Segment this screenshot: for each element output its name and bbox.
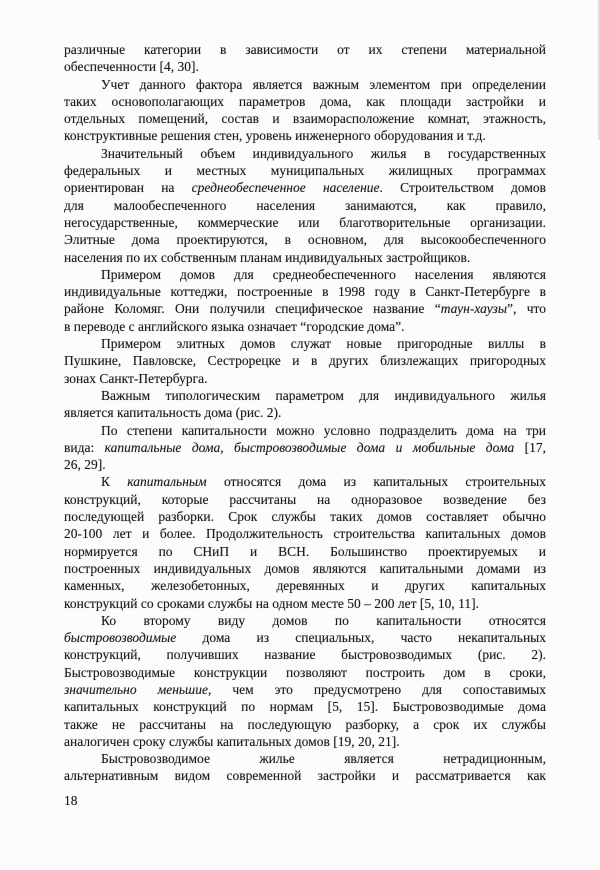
emphasized-text-run: быстровозводимые [64,630,177,646]
emphasized-text-run: капитальным [127,474,207,490]
text-line [64,266,546,283]
text-line [64,41,546,58]
text-run: Быстровозводимые конструкции позволяют построить дом в сроки, [64,664,546,680]
text-run: различные категории в зависимости от их степени материальной [64,42,546,57]
text-run: населения по их собственным планам индивидуальных застройщиков. [64,249,471,265]
text-run: индивидуальные коттеджи, построенные в 1998 году в Санкт-Петербурге в [64,284,546,300]
text-run: конструкций, которые рассчитаны на одноразовое возведение без [64,491,546,507]
text-run: таких основополагающих параметров дома, как площади застройки и [64,93,546,109]
paragraph [64,387,546,422]
emphasized-text-run: значительно меньшие [64,681,208,697]
text-run: в переводе с английского языка означает “городские дома”. [64,318,405,334]
text-run: отдельных помещений, состав и взаиморасположение комнат, этажность, [64,111,546,127]
text-line [64,404,546,421]
text-run: вида: [64,439,105,455]
text-line [64,93,546,110]
text-run: последующей разборки. Срок службы таких домов составляет обычно [64,509,546,525]
text-line [64,335,546,352]
text-run: , чем это предусмотрено для сопоставимых [207,681,546,697]
text-line [64,577,546,594]
text-line [64,767,546,784]
text-run: капитальных конструкций по нормам [5, 15]. Быстровозводимые дома [64,699,546,715]
paragraph [64,612,546,750]
text-run: Значительный объем индивидуального жилья в государственных [101,145,546,161]
text-run: обеспеченности [4, 30]. [64,59,199,75]
text-run: . Строительством домов [379,180,546,196]
text-run: конструкций, получивших название быстровозводимых (рис. 2). [64,647,546,663]
paragraph [64,750,546,785]
text-line [64,58,546,75]
text-line [64,214,546,231]
text-line [64,629,546,646]
text-line [64,439,546,456]
text-line [64,750,546,767]
text-line [64,179,546,196]
text-run: Важным типологическим параметром для индивидуального жилья [101,387,546,403]
text-run: 26, 29]. [64,457,106,473]
text-run: федеральных и местных муниципальных жилищных программах [64,163,546,179]
text-run: Примером домов для среднеобеспеченного населения являются [101,266,546,282]
text-run: Быстровозводимое жилье является нетрадиционным, [101,751,546,767]
text-run: зонах Санкт-Петербурга. [64,370,208,386]
paragraph [64,41,546,76]
text-run: негосударственные, коммерческие или благотворительные организации. [64,214,546,230]
text-run: 20-100 лет и более. Продолжительность строительства капитальных домов [64,526,546,542]
text-run: является капитальность дома (рис. 2). [64,405,282,421]
text-line [64,370,546,387]
text-line [64,681,546,698]
emphasized-text-run: таун-хаузы [440,301,507,317]
text-line [64,491,546,508]
paragraph [64,473,546,611]
text-run: районе Коломяг. Они получили специфическое название “ [64,301,441,317]
text-run: дома из специальных, часто некапитальных [176,630,546,646]
text-line [64,595,546,612]
text-line [64,698,546,715]
paragraph [64,76,546,145]
paragraph [64,266,546,335]
text-line [64,145,546,162]
text-line [64,543,546,560]
text-line [64,387,546,404]
page-number: 18 [64,793,78,808]
text-run: Примером элитных домов служат новые пригородные виллы в [101,336,546,352]
text-run: построенных индивидуальных домов являются капитальными домами из [64,560,546,576]
text-run: конструкций со сроками службы на одном месте 50 – 200 лет [5, 10, 11]. [64,595,480,611]
text-line [64,646,546,663]
text-line [64,283,546,300]
text-line [64,110,546,127]
text-line [64,300,546,317]
paragraph [64,335,546,387]
text-line [64,508,546,525]
emphasized-text-run: капитальные дома, быстровозводимые дома и мобильные дома [104,439,515,455]
text-line [64,422,546,439]
text-line [64,162,546,179]
text-run: По степени капитальности можно условно подразделить дома на три [101,422,546,438]
text-run: конструктивные решения стен, уровень инженерного оборудования и т.д. [64,128,486,144]
text-run: каменных, железобетонных, деревянных и других капитальных [64,578,546,594]
emphasized-text-run: среднеобеспеченное население [191,180,380,196]
text-line [64,664,546,681]
text-run: Учет данного фактора является важным элементом при определении [101,76,546,92]
text-run: Ко второму виду домов по капитальности относятся [101,612,546,628]
text-line [64,456,546,473]
page-body-text [64,41,546,785]
text-run: ”, что [506,301,546,317]
text-line [64,231,546,248]
text-line [64,733,546,750]
text-run: относятся дома из капитальных строительных [206,474,546,490]
text-run: [17, [514,439,546,455]
paragraph [64,145,546,266]
text-line [64,473,546,490]
text-run: аналогичен сроку службы капитальных домов [19, 20, 21]. [64,733,400,749]
text-run: К [101,474,128,490]
text-run: альтернативным видом современной застройки и рассматривается как [64,768,546,784]
text-run: для малообеспеченного населения занимаются, как правило, [64,197,546,213]
text-run: Элитные дома проектируются, в основном, для высокообеспеченного [64,232,546,248]
text-run: ориентирован на [64,180,192,196]
text-run: также не рассчитаны на последующую разборку, а срок их службы [64,716,546,732]
text-line [64,525,546,542]
text-run: нормируется по СНиП и ВСН. Большинство проектируемых и [64,543,546,559]
text-line [64,318,546,335]
text-line [64,76,546,93]
text-line [64,197,546,214]
text-run: Пушкине, Павловске, Сестрорецке и в других близлежащих пригородных [64,353,546,369]
text-line [64,127,546,144]
text-line [64,612,546,629]
paragraph [64,422,546,474]
text-line [64,560,546,577]
text-line [64,352,546,369]
text-line [64,249,546,266]
text-line [64,716,546,733]
